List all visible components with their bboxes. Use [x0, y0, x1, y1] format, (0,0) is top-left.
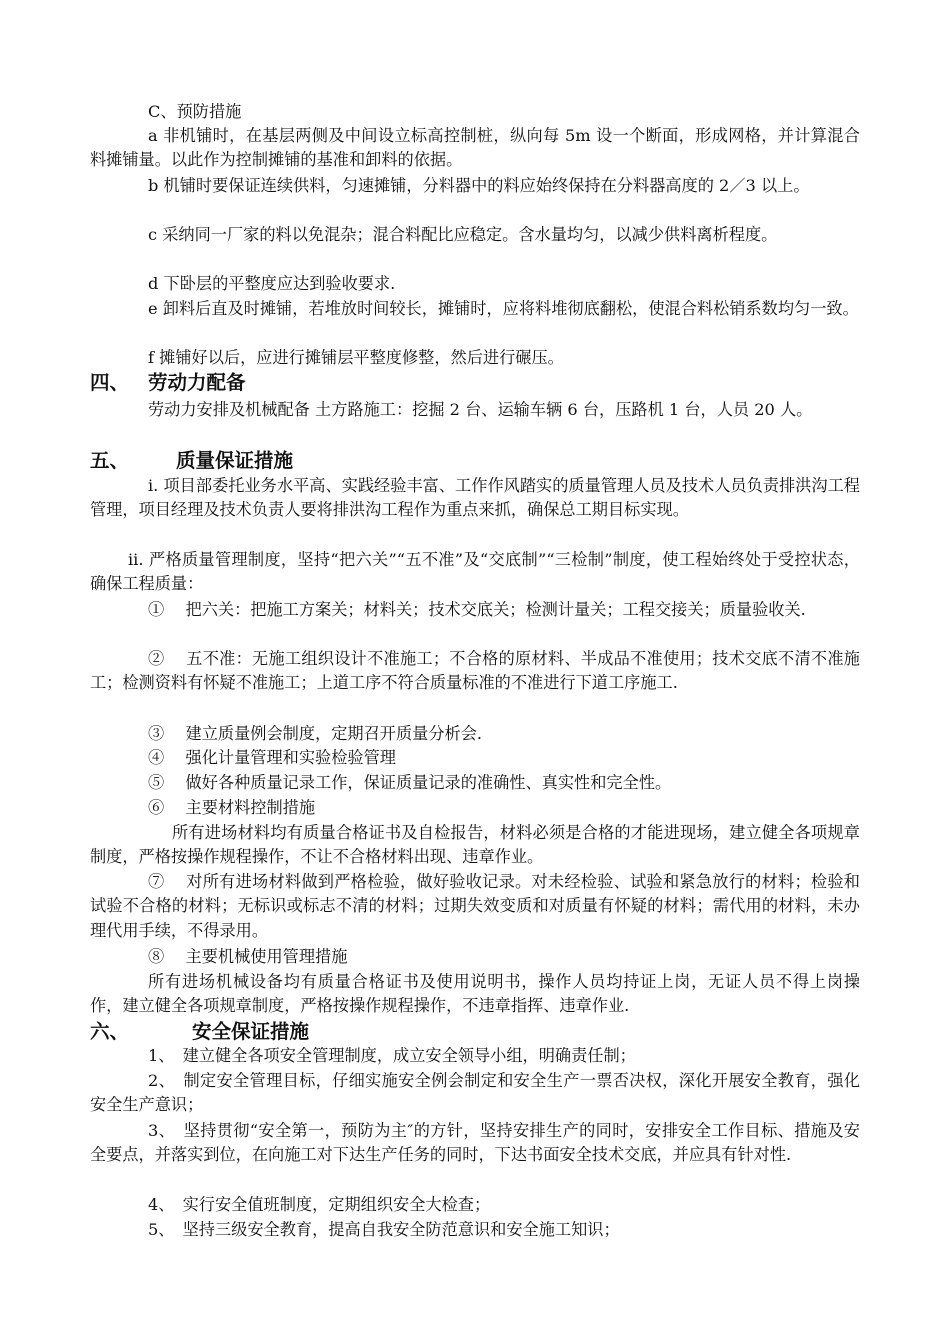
quality-clause-2: ② 五不准：无施工组织设计不准施工；不合格的原材料、半成品不准使用；技术交底不清不准施工；检测资料有怀疑不准施工；上道工序不符合质量标准的不准进行下道工序施工. — [90, 649, 860, 693]
safety-item-4: 4、 实行安全值班制度，定期组织安全大检查； — [148, 1195, 491, 1214]
quality-clause-8-text: 所有进场机械设备均有质量合格证书及使用说明书，操作人员均持证上岗，无证人员不得上岗操作，建立健全各项规章制度，严格按操作规程操作，不违章指挥、违章作业. — [90, 972, 860, 1016]
labor-heading-number: 四、 — [90, 371, 130, 394]
prevention-item-c: c 采纳同一厂家的料以免混杂；混合料配比应稳定。含水量均匀，以减少供料离析程度。 — [148, 225, 778, 244]
safety-item-5: 5、 坚持三级安全教育，提高自我安全防范意识和安全施工知识； — [148, 1220, 620, 1239]
labor-heading-title: 劳动力配备 — [148, 371, 246, 394]
prevention-item-f: f 摊铺好以后，应进行摊铺层平整度修整，然后进行碾压。 — [148, 348, 564, 367]
quality-clause-7: ⑦ 对所有进场材料做到严格检验，做好验收记录。对未经检验、试验和紧急放行的材料；检验和试验不合格的材料；无标识或标志不清的材料；过期失效变质和对质量有怀疑的材料；需代用的材料，未办理代用手续，不得录用。 — [90, 872, 860, 940]
quality-heading — [90, 448, 293, 474]
prevention-item-d: d 下卧层的平整度应达到验收要求. — [148, 274, 396, 293]
quality-clause-4: ④ 强化计量管理和实验检验管理 — [148, 748, 396, 767]
safety-item-3: 3、 坚持贯彻“安全第一，预防为主″的方针，坚持安排生产的同时，安排安全工作目标、措施及安全要点，并落实到位，在向施工对下达生产任务的同时，下达书面安全技术交底，并应具有针对性. — [90, 1121, 860, 1165]
safety-heading — [90, 1019, 309, 1045]
prevention-item-b: b 机铺时要保证连续供料，匀速摊铺，分料器中的料应始终保持在分料器高度的 2／3 以上。 — [148, 176, 810, 195]
quality-paragraph-i: i. 项目部委托业务水平高、实践经验丰富、工作作风踏实的质量管理人员及技术人员负责排洪沟工程管理，项目经理及技术负责人要将排洪沟工程作为重点来抓，确保总工期目标实现。 — [90, 476, 860, 520]
quality-clause-5: ⑤ 做好各种质量记录工作，保证质量记录的准确性、真实性和完全性。 — [148, 773, 672, 792]
prevention-heading: C、预防措施 — [148, 102, 242, 121]
safety-item-1: 1、 建立健全各项安全管理制度，成立安全领导小组，明确责任制； — [148, 1046, 636, 1065]
quality-heading-number: 五、 — [90, 449, 130, 472]
prevention-item-a: a 非机铺时，在基层两侧及中间设立标高控制桩，纵向每 5m 设一个断面，形成网格，并计算混合料摊铺量。以此作为控制摊铺的基准和卸料的依据。 — [90, 126, 860, 170]
labor-heading — [90, 370, 246, 396]
prevention-item-e: e 卸料后直及时摊铺，若堆放时间较长，摊铺时，应将料堆彻底翻松，使混合料松销系数均匀一致。 — [148, 299, 859, 318]
quality-clause-1: ① 把六关：把施工方案关；材料关；技术交底关；检测计量关；工程交接关；质量验收关. — [148, 600, 806, 619]
quality-paragraph-ii: ii. 严格质量管理制度，坚持“把六关”“五不准”及“交底制”“三检制”制度，使工程始终处于受控状态，确保工程质量： — [90, 550, 860, 594]
safety-heading-number: 六、 — [90, 1020, 130, 1043]
quality-clause-6-text: 所有进场材料均有质量合格证书及自检报告，材料必须是合格的才能进现场，建立健全各项规章制度，严格按操作规程操作，不让不合格材料出现、违章作业。 — [90, 823, 860, 867]
quality-heading-title: 质量保证措施 — [176, 449, 294, 472]
safety-item-2: 2、 制定安全管理目标，仔细实施安全例会制定和安全生产一票否决权，深化开展安全教育，强化安全生产意识； — [90, 1071, 860, 1115]
quality-clause-8: ⑧ 主要机械使用管理措施 — [148, 947, 348, 966]
safety-heading-title: 安全保证措施 — [192, 1020, 310, 1043]
quality-clause-6: ⑥ 主要材料控制措施 — [148, 798, 316, 817]
quality-clause-3: ③ 建立质量例会制度，定期召开质量分析会. — [148, 724, 483, 743]
labor-text: 劳动力安排及机械配备 土方路施工：挖掘 2 台、运输车辆 6 台，压路机 1 台，人员 20 人。 — [148, 400, 813, 419]
